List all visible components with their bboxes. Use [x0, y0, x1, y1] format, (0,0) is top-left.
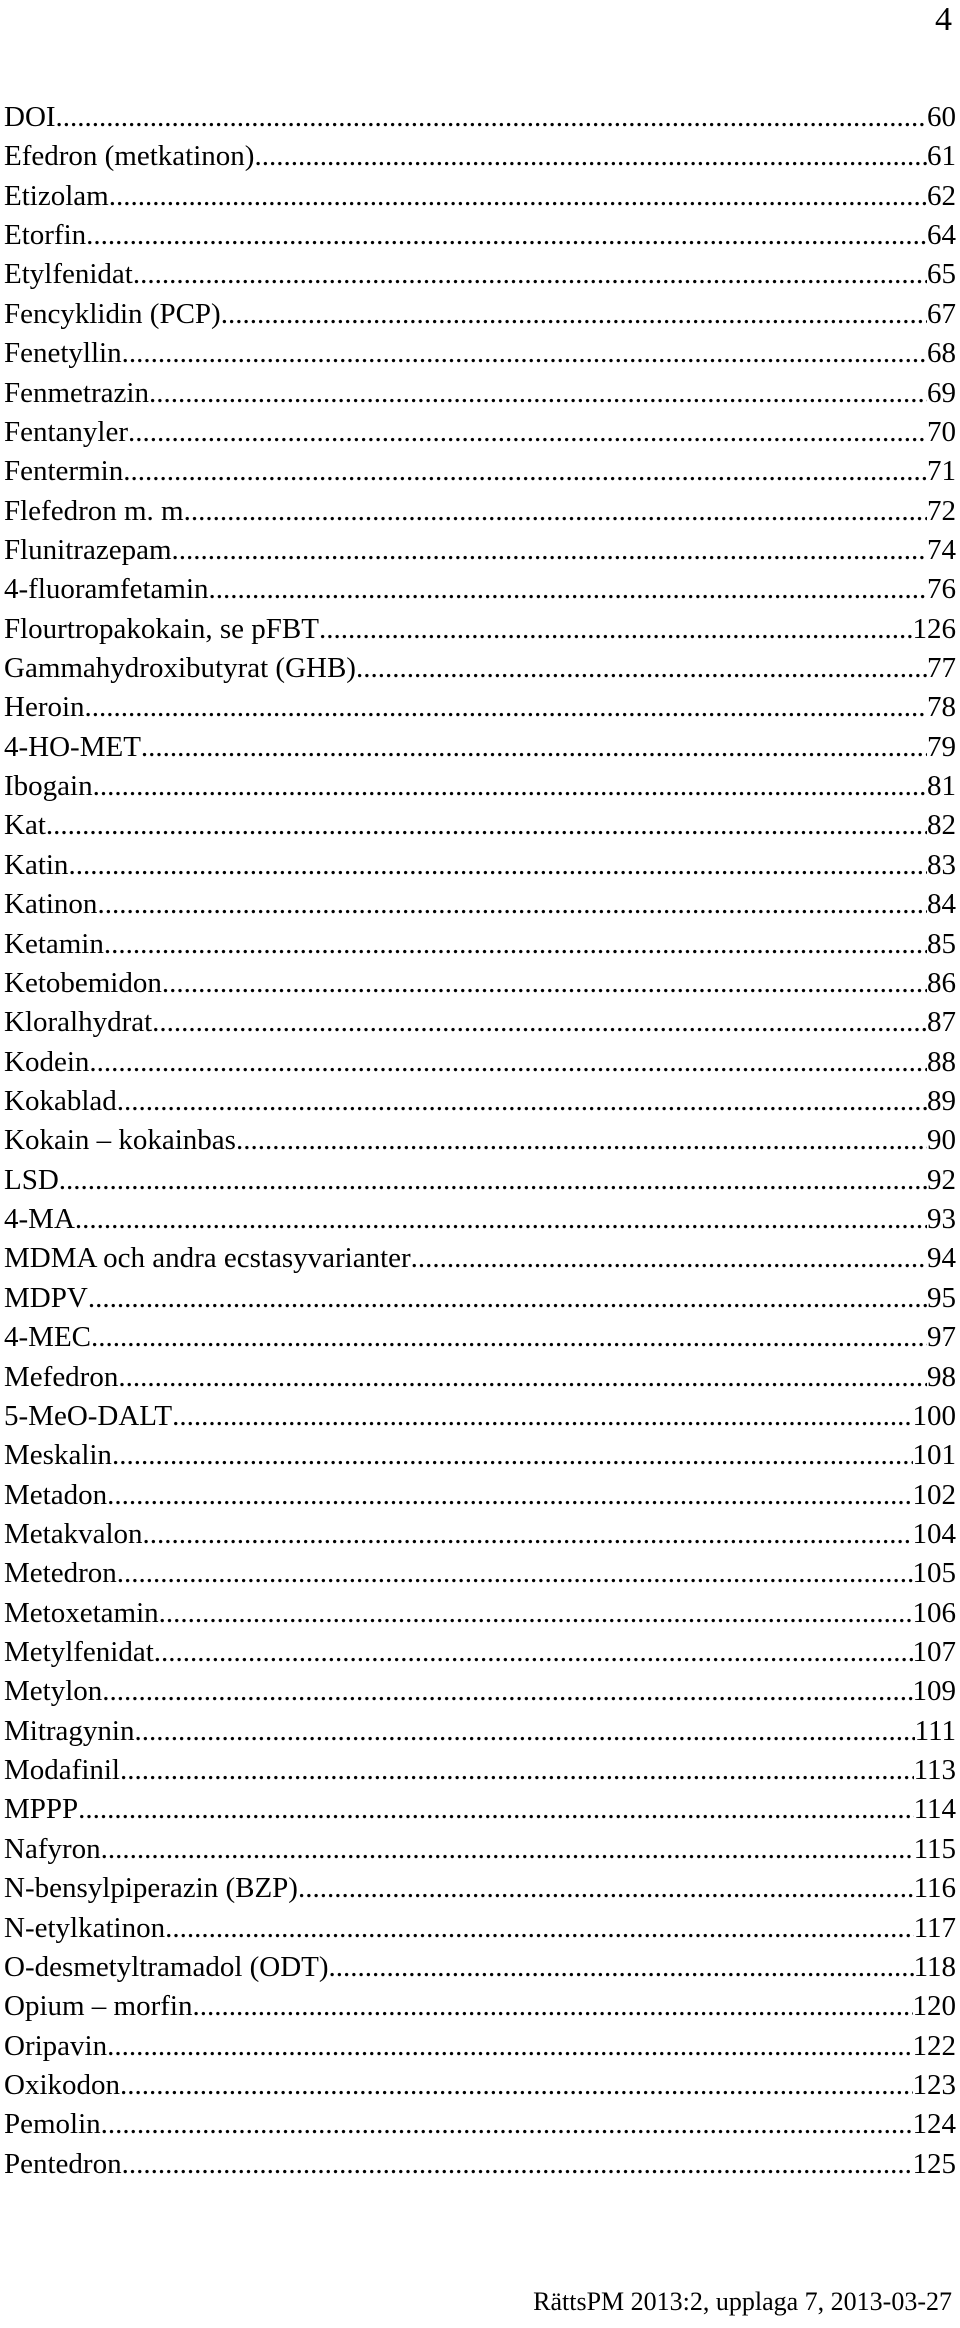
- toc-entry-page: 81: [927, 770, 956, 803]
- toc-entry-title: LSD: [4, 1163, 59, 1196]
- toc-entry[interactable]: [4, 216, 956, 255]
- toc-entry[interactable]: [4, 452, 956, 491]
- toc-entry[interactable]: [4, 1003, 956, 1042]
- dot-leader: [68, 846, 927, 885]
- toc-entry-page: 113: [913, 1754, 956, 1787]
- toc-entry-title: Flefedron m. m.: [4, 494, 191, 527]
- dot-leader: [154, 1633, 913, 1672]
- toc-entry-page: 90: [927, 1124, 956, 1157]
- toc-entry-page: 101: [912, 1439, 956, 1472]
- toc-entry-page: 88: [927, 1045, 956, 1078]
- toc-entry-title: Etorfin: [4, 219, 87, 252]
- toc-entry-title: Fencyklidin (PCP): [4, 297, 221, 330]
- dot-leader: [56, 98, 927, 137]
- dot-leader: [118, 1358, 927, 1397]
- dot-leader: [120, 2066, 913, 2105]
- toc-entry[interactable]: [4, 1436, 956, 1475]
- toc-entry[interactable]: [4, 98, 956, 137]
- dot-leader: [162, 964, 927, 1003]
- toc-entry-page: 111: [914, 1714, 956, 1747]
- toc-entry[interactable]: [4, 610, 956, 649]
- dot-leader: [221, 295, 927, 334]
- toc-entry[interactable]: [4, 1043, 956, 1082]
- toc-entry-page: 61: [927, 140, 956, 173]
- toc-entry-page: 123: [912, 2068, 956, 2101]
- toc-entry-page: 122: [912, 2029, 956, 2062]
- dot-leader: [117, 1082, 927, 1121]
- toc-entry[interactable]: [4, 1358, 956, 1397]
- dot-leader: [411, 1239, 927, 1278]
- toc-entry-title: Etizolam: [4, 179, 109, 212]
- dot-leader: [101, 1830, 914, 1869]
- toc-entry-page: 105: [912, 1557, 956, 1590]
- dot-leader: [152, 1003, 927, 1042]
- dot-leader: [135, 1712, 915, 1751]
- dot-leader: [117, 1554, 913, 1593]
- dot-leader: [91, 1318, 927, 1357]
- toc-entry[interactable]: [4, 1279, 956, 1318]
- toc-entry-title: MDPV: [4, 1281, 88, 1314]
- toc-entry[interactable]: [4, 1318, 956, 1357]
- toc-entry[interactable]: [4, 413, 956, 452]
- toc-entry-page: 100: [912, 1399, 956, 1432]
- toc-entry[interactable]: [4, 1830, 956, 1869]
- toc-entry-page: 84: [927, 888, 956, 921]
- toc-entry-page: 114: [913, 1793, 956, 1826]
- toc-entry-page: 125: [912, 2147, 956, 2180]
- toc-entry-page: 115: [913, 1832, 956, 1865]
- toc-entry-title: Flunitrazepam: [4, 533, 172, 566]
- toc-entry-title: Ketamin: [4, 927, 104, 960]
- toc-entry-page: 94: [927, 1242, 956, 1275]
- toc-entry-title: N-etylkatinon: [4, 1911, 166, 1944]
- toc-entry[interactable]: [4, 925, 956, 964]
- toc-entry-page: 97: [927, 1321, 956, 1354]
- toc-entry[interactable]: [4, 1554, 956, 1593]
- toc-entry-title: Oripavin: [4, 2029, 108, 2062]
- toc-entry-page: 77: [927, 652, 956, 685]
- toc-entry-title: MDMA och andra ecstasyvarianter: [4, 1242, 411, 1275]
- toc-entry-page: 109: [912, 1675, 956, 1708]
- toc-entry-title: MPPP: [4, 1793, 79, 1826]
- toc-entry[interactable]: [4, 649, 956, 688]
- toc-entry[interactable]: [4, 374, 956, 413]
- toc-entry[interactable]: [4, 570, 956, 609]
- toc-entry-page: 124: [912, 2108, 956, 2141]
- toc-entry-page: 98: [927, 1360, 956, 1393]
- dot-leader: [149, 374, 927, 413]
- dot-leader: [329, 1948, 914, 1987]
- toc-entry[interactable]: [4, 2066, 956, 2105]
- dot-leader: [193, 1987, 913, 2026]
- toc-entry-title: Mefedron: [4, 1360, 119, 1393]
- toc-entry[interactable]: [4, 767, 956, 806]
- toc-entry[interactable]: [4, 255, 956, 294]
- toc-entry[interactable]: [4, 295, 956, 334]
- toc-entry-page: 92: [927, 1163, 956, 1196]
- dot-leader: [143, 1515, 913, 1554]
- toc-entry[interactable]: [4, 1712, 956, 1751]
- dot-leader: [101, 2105, 913, 2144]
- toc-entry-page: 67: [927, 297, 956, 330]
- toc-entry-page: 72: [927, 494, 956, 527]
- toc-entry[interactable]: [4, 885, 956, 924]
- toc-entry-page: 89: [927, 1084, 956, 1117]
- toc-entry[interactable]: [4, 1397, 956, 1436]
- toc-entry[interactable]: [4, 137, 956, 176]
- dot-leader: [122, 2145, 913, 2184]
- toc-entry-title: Metadon: [4, 1478, 108, 1511]
- toc-entry[interactable]: [4, 1948, 956, 1987]
- toc-entry-title: Fentanyler: [4, 415, 129, 448]
- dot-leader: [78, 1790, 913, 1829]
- toc-entry-page: 107: [912, 1636, 956, 1669]
- toc-entry-page: 65: [927, 258, 956, 291]
- toc-entry-page: 70: [927, 415, 956, 448]
- toc-entry-title: 4-HO-MET: [4, 730, 141, 763]
- toc-entry[interactable]: [4, 1515, 956, 1554]
- dot-leader: [254, 137, 927, 176]
- toc-entry-page: 120: [912, 1990, 956, 2023]
- toc-entry-title: Gammahydroxibutyrat (GHB): [4, 652, 356, 685]
- toc-entry-page: 82: [927, 809, 956, 842]
- toc-entry-title: Kodein: [4, 1045, 90, 1078]
- dot-leader: [128, 413, 927, 452]
- toc-entry[interactable]: [4, 1751, 956, 1790]
- toc-entry-title: 5-MeO-DALT: [4, 1399, 173, 1432]
- toc-entry-page: 87: [927, 1006, 956, 1039]
- toc-entry-title: Kat: [4, 809, 46, 842]
- toc-entry-title: Fenmetrazin: [4, 376, 149, 409]
- toc-entry-title: Fentermin: [4, 455, 124, 488]
- dot-leader: [172, 531, 927, 570]
- dot-leader: [123, 452, 927, 491]
- toc-entry-title: 4-fluoramfetamin: [4, 573, 209, 606]
- toc-entry[interactable]: [4, 334, 956, 373]
- dot-leader: [104, 925, 927, 964]
- toc-entry[interactable]: [4, 1476, 956, 1515]
- toc-entry-page: 86: [927, 966, 956, 999]
- toc-entry[interactable]: [4, 531, 956, 570]
- toc-entry-title: Katinon: [4, 888, 98, 921]
- toc-entry-title: Metoxetamin: [4, 1596, 159, 1629]
- toc-entry-page: 68: [927, 337, 956, 370]
- toc-entry[interactable]: [4, 846, 956, 885]
- toc-entry-page: 79: [927, 730, 956, 763]
- toc-entry[interactable]: [4, 688, 956, 727]
- toc-entry-page: 102: [912, 1478, 956, 1511]
- dot-leader: [107, 1476, 912, 1515]
- toc-entry[interactable]: [4, 2145, 956, 2184]
- toc-entry-title: Etylfenidat: [4, 258, 133, 291]
- toc-entry[interactable]: [4, 1987, 956, 2026]
- dot-leader: [191, 492, 927, 531]
- dot-leader: [46, 806, 927, 845]
- dot-leader: [209, 570, 927, 609]
- toc-entry-title: Metakvalon: [4, 1517, 143, 1550]
- dot-leader: [133, 255, 927, 294]
- dot-leader: [85, 688, 927, 727]
- toc-entry-title: DOI: [4, 101, 56, 133]
- toc-entry-title: Oxikodon: [4, 2068, 120, 2101]
- dot-leader: [89, 1043, 927, 1082]
- toc-entry-title: 4-MA: [4, 1203, 75, 1236]
- toc-entry-title: Nafyron: [4, 1832, 101, 1865]
- dot-leader: [86, 216, 927, 255]
- toc-entry-title: O-desmetyltramadol (ODT): [4, 1950, 329, 1983]
- toc-entry[interactable]: [4, 1633, 956, 1672]
- toc-entry-page: 93: [927, 1203, 956, 1236]
- toc-entry[interactable]: [4, 1790, 956, 1829]
- toc-entry-title: Heroin: [4, 691, 85, 724]
- dot-leader: [97, 885, 927, 924]
- dot-leader: [109, 177, 927, 216]
- toc-entry-page: 116: [913, 1872, 956, 1905]
- toc-entry-page: 118: [913, 1950, 956, 1983]
- toc-entry-title: Mitragynin: [4, 1714, 135, 1747]
- toc-entry[interactable]: [4, 728, 956, 767]
- toc-entry-title: 4-MEC: [4, 1321, 91, 1354]
- toc-entry-page: 74: [927, 533, 956, 566]
- toc-entry-page: 126: [912, 612, 956, 645]
- toc-entry[interactable]: [4, 1594, 956, 1633]
- dot-leader: [356, 649, 927, 688]
- toc-entry[interactable]: [4, 1869, 956, 1908]
- toc-entry[interactable]: [4, 492, 956, 531]
- toc-entry-page: 71: [927, 455, 956, 488]
- toc-entry[interactable]: [4, 1909, 956, 1948]
- dot-leader: [93, 767, 927, 806]
- toc-entry-title: Kokain – kokainbas: [4, 1124, 236, 1157]
- toc-entry-title: Pentedron: [4, 2147, 122, 2180]
- toc-entry[interactable]: [4, 806, 956, 845]
- toc-entry-title: Fenetyllin: [4, 337, 122, 370]
- table-of-contents: [4, 98, 956, 2184]
- toc-entry[interactable]: [4, 964, 956, 1003]
- toc-entry-title: Modafinil: [4, 1754, 120, 1787]
- toc-entry-page: 76: [927, 573, 956, 606]
- toc-entry-page: 62: [927, 179, 956, 212]
- dot-leader: [112, 1436, 913, 1475]
- toc-entry-page: 78: [927, 691, 956, 724]
- toc-entry-title: Meskalin: [4, 1439, 112, 1472]
- toc-entry-title: Metylon: [4, 1675, 103, 1708]
- toc-entry-title: Opium – morfin: [4, 1990, 193, 2023]
- page-footer: RättsPM 2013:2, upplaga 7, 2013-03-27: [533, 2287, 952, 2316]
- toc-entry-title: N-bensylpiperazin (BZP): [4, 1872, 298, 1905]
- dot-leader: [141, 728, 927, 767]
- toc-entry-page: 83: [927, 848, 956, 881]
- toc-entry[interactable]: [4, 1161, 956, 1200]
- dot-leader: [319, 610, 913, 649]
- toc-entry-title: Ibogain: [4, 770, 93, 803]
- toc-entry[interactable]: [4, 1239, 956, 1278]
- toc-entry-title: Metedron: [4, 1557, 117, 1590]
- dot-leader: [107, 2027, 912, 2066]
- toc-entry-page: 104: [912, 1517, 956, 1550]
- toc-entry-title: Flourtropakokain, se pFBT: [4, 612, 319, 645]
- dot-leader: [122, 334, 927, 373]
- toc-entry-title: Kokablad: [4, 1084, 117, 1117]
- toc-entry-title: Ketobemidon: [4, 966, 162, 999]
- toc-entry[interactable]: [4, 2105, 956, 2144]
- toc-entry-page: 64: [927, 219, 956, 252]
- toc-entry-title: Katin: [4, 848, 69, 881]
- dot-leader: [165, 1909, 913, 1948]
- dot-leader: [298, 1869, 914, 1908]
- dot-leader: [172, 1397, 912, 1436]
- toc-entry-page: 60: [927, 101, 956, 133]
- toc-entry[interactable]: [4, 1121, 956, 1160]
- toc-entry-page: 69: [927, 376, 956, 409]
- toc-entry-title: Pemolin: [4, 2108, 101, 2141]
- toc-entry[interactable]: [4, 177, 956, 216]
- toc-entry-page: 106: [912, 1596, 956, 1629]
- toc-entry[interactable]: [4, 2027, 956, 2066]
- dot-leader: [75, 1200, 927, 1239]
- toc-entry[interactable]: [4, 1672, 956, 1711]
- toc-entry[interactable]: [4, 1200, 956, 1239]
- toc-entry-page: 85: [927, 927, 956, 960]
- dot-leader: [59, 1161, 927, 1200]
- toc-entry-title: Metylfenidat: [4, 1636, 154, 1669]
- dot-leader: [120, 1751, 914, 1790]
- toc-entry-title: Kloralhydrat: [4, 1006, 153, 1039]
- dot-leader: [236, 1121, 927, 1160]
- page-number: 4: [935, 1, 952, 38]
- toc-entry-page: 117: [913, 1911, 956, 1944]
- dot-leader: [102, 1672, 912, 1711]
- dot-leader: [88, 1279, 927, 1318]
- dot-leader: [159, 1594, 913, 1633]
- toc-entry-title: Efedron (metkatinon): [4, 140, 255, 173]
- toc-entry-page: 95: [927, 1281, 956, 1314]
- toc-entry[interactable]: [4, 1082, 956, 1121]
